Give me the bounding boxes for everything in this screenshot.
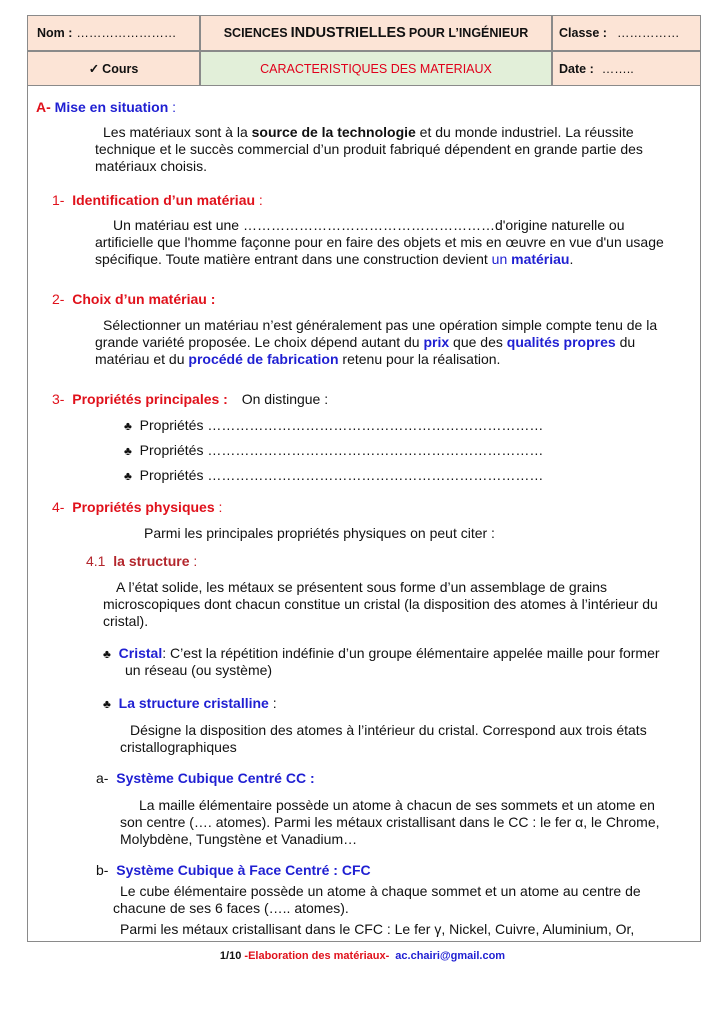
date-dots: …….. <box>601 61 634 76</box>
section-4-title: Propriétés physiques <box>72 499 215 515</box>
header-table <box>27 15 701 86</box>
subject-cell <box>200 15 552 51</box>
cristal-line-2: un réseau (ou système) <box>125 662 273 678</box>
chapter-title-cell <box>200 51 552 86</box>
cc-heading <box>96 770 315 787</box>
cc-title: Système Cubique Centré CC : <box>116 770 315 786</box>
club-bullet-icon: ♣ <box>124 419 132 433</box>
cristal-definition: : C’est la répétition indéfinie d’un groupe élémentaire appelée maille pour former <box>162 645 660 661</box>
check-icon: ✓ <box>88 62 100 76</box>
club-bullet-icon: ♣ <box>124 444 132 458</box>
cc-line-3: Molybdène, Tungstène et Vanadium… <box>120 831 358 847</box>
section-a-title: Mise en situation <box>54 99 169 115</box>
cfc-title: Système Cubique à Face Centré : CFC <box>116 862 371 878</box>
s41-line-1: A l’état solide, les métaux se présentent sous forme d’un assemblage de grains <box>116 579 608 595</box>
s2-price: prix <box>423 334 450 350</box>
footer-email: ac.chairi@gmail.com <box>395 950 506 962</box>
class-label: Classe : <box>559 26 607 40</box>
section-3-after: On distingue : <box>241 391 329 407</box>
s1-line-3 <box>95 251 573 268</box>
s2-text: du <box>615 334 636 350</box>
s3-item-text: Propriétés ……………………………………………………………… <box>139 442 544 458</box>
cfc-letter: b- <box>96 862 109 878</box>
intro-text: et du monde industriel. La réussite <box>415 124 634 140</box>
footer-title: Elaboration des matériaux- <box>248 950 390 962</box>
s1-blue-text: un <box>491 251 512 267</box>
s3-item-3 <box>124 467 543 485</box>
subject-big: INDUSTRIELLES <box>290 25 406 41</box>
s3-item-1 <box>124 417 543 435</box>
name-cell <box>27 15 200 51</box>
chapter-title: CARACTERISTIQUES DES MATERIAUX <box>260 61 492 76</box>
intro-text: Les matériaux sont à la <box>103 124 252 140</box>
s3-item-text: Propriétés ……………………………………………………………… <box>139 467 544 483</box>
s2-text: grande variété proposée. Le choix dépend autant du <box>95 334 424 350</box>
subject-post: POUR L’INGÉNIEUR <box>408 26 529 40</box>
s41-line-3: cristal). <box>103 613 149 629</box>
s3-item-2 <box>124 442 543 460</box>
cristal-line-1 <box>103 645 660 663</box>
page-number: 1/10 <box>219 950 242 962</box>
section-3-number: 3- <box>52 391 65 407</box>
structure-heading <box>103 695 277 713</box>
date-label: Date : <box>559 61 594 76</box>
page-footer <box>0 950 725 962</box>
section-a-number: A- <box>36 99 51 115</box>
s4-intro: Parmi les principales propriétés physiques on peut citer : <box>144 525 495 541</box>
s1-line-2: artificielle que l'homme façonne pour en faire des objets et mis en œuvre en vue d'un usage <box>95 234 664 250</box>
section-2-heading <box>52 291 215 308</box>
intro-line-2: technique et le succès commercial d’un produit fabriqué dépendent en grande partie des <box>95 141 643 157</box>
cfc-line-2: chacune de ses 6 faces (….. atomes). <box>113 900 349 916</box>
section-4-1-colon: : <box>189 553 198 569</box>
intro-line-3: matériaux choisis. <box>95 158 208 174</box>
section-2-number: 2- <box>52 291 65 307</box>
section-1-colon: : <box>255 192 263 208</box>
s41-line-2: microscopiques dont chacun constitue un cristal (la disposition des atomes à l’intérieur du <box>103 596 658 612</box>
cristal-term: Cristal <box>118 645 163 661</box>
section-4-1-number: 4.1 <box>86 553 106 569</box>
s3-item-text: Propriétés ……………………………………………………………… <box>139 417 544 433</box>
s1-period: . <box>569 251 574 267</box>
date-cell <box>552 51 701 86</box>
s1-bold-blue-text: matériau <box>511 251 570 267</box>
cc-letter: a- <box>96 770 109 786</box>
section-4-colon: : <box>214 499 223 515</box>
cfc-line-3: Parmi les métaux cristallisant dans le CFC : Le fer γ, Nickel, Cuivre, Aluminium, Or, <box>120 921 635 937</box>
s2-text: retenu pour la réalisation. <box>338 351 501 367</box>
section-1-number: 1- <box>52 192 65 208</box>
subject-pre: SCIENCES <box>223 26 288 40</box>
section-a-colon: : <box>168 99 177 115</box>
structure-colon: : <box>268 695 277 711</box>
section-2-title: Choix d’un matériau : <box>72 291 216 307</box>
structure-term: La structure cristalline <box>118 695 269 711</box>
club-bullet-icon: ♣ <box>124 469 132 483</box>
club-bullet-icon: ♣ <box>103 697 111 711</box>
cfc-heading <box>96 862 371 879</box>
s1-line-1: Un matériau est une ………………………………………………d'origine naturelle ou <box>113 217 625 233</box>
structure-line-2: cristallographiques <box>120 739 237 755</box>
section-1-heading <box>52 192 263 209</box>
section-3-title: Propriétés principales : <box>72 391 228 407</box>
s1-text: spécifique. Toute matière entrant dans une construction devient <box>95 251 492 267</box>
structure-line-1: Désigne la disposition des atomes à l’intérieur du cristal. Correspond aux trois états <box>130 722 647 738</box>
s2-line-1: Sélectionner un matériau n’est généralement pas une opération simple compte tenu de la <box>103 317 658 333</box>
course-label: Cours <box>102 61 139 76</box>
cc-line-2: son centre (…. atomes). Parmi les métaux cristallisant dans le CC : le fer α, le Chrome, <box>120 814 660 830</box>
s2-line-3 <box>95 351 500 368</box>
section-a-heading <box>36 99 176 116</box>
name-dots: …………………… <box>76 26 177 40</box>
class-dots: …………… <box>616 26 680 40</box>
club-bullet-icon: ♣ <box>103 647 111 661</box>
intro-bold: source de la technologie <box>251 124 416 140</box>
section-3-heading <box>52 391 328 408</box>
section-1-title: Identification d’un matériau <box>72 192 256 208</box>
footer-separator: - <box>241 950 249 962</box>
section-4-heading <box>52 499 222 516</box>
name-label: Nom : <box>37 26 73 40</box>
cc-line-1: La maille élémentaire possède un atome à chacun de ses sommets et un atome en <box>139 797 655 813</box>
class-cell <box>552 15 701 51</box>
cfc-line-1: Le cube élémentaire possède un atome à chaque sommet et un atome au centre de <box>120 883 641 899</box>
s2-line-2 <box>95 334 635 351</box>
s2-text: matériau et du <box>95 351 189 367</box>
course-cell <box>27 51 200 86</box>
s2-qualities: qualités propres <box>506 334 616 350</box>
section-4-number: 4- <box>52 499 65 515</box>
intro-line-1 <box>103 124 634 141</box>
s2-text: que des <box>449 334 507 350</box>
s2-process: procédé de fabrication <box>188 351 339 367</box>
section-4-1-title: la structure <box>113 553 190 569</box>
section-4-1-heading <box>86 553 197 570</box>
